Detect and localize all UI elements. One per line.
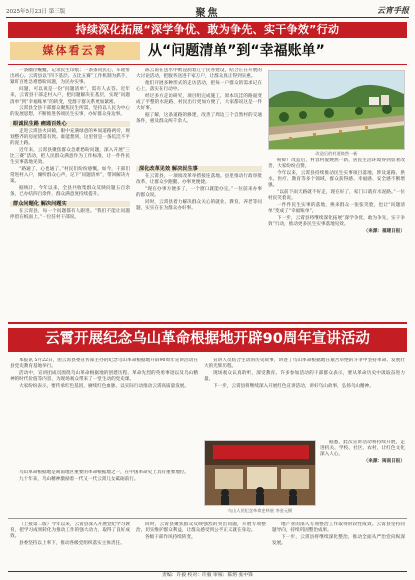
section-title: 聚焦 <box>195 8 220 19</box>
event-article-3 <box>204 358 405 432</box>
masthead <box>6 4 409 18</box>
continued-article-1 <box>10 522 130 570</box>
subheading: 眼诚民生路 痛通百姓心 <box>10 121 130 127</box>
paragraph: 他们开展多种形式的走访活动，把每一户群众的需求记在心上，落实在行动中。 <box>136 80 262 93</box>
paragraph: 县委坚持以上率下，推动各级党组织落实主体责任。 <box>19 541 125 547</box>
subheading: 深化改革见效 解决民生事 <box>136 166 262 172</box>
village-road-photo <box>268 70 405 150</box>
article-column-3 <box>268 158 405 316</box>
paragraph: 在云霄县，一项项改革举措接连落地。县里推动行政审批改革，让群众少跑腿、办事更便捷。 <box>136 174 262 186</box>
subheading: 群众问题化 解决问题实 <box>10 201 130 207</box>
paragraph: 近年来，云霄县聚焦群众急难愁盼问题，深入开展“三比三赛”活动，把人民群众满意作为工作标准，让一件件民生实事落地见效。 <box>10 147 130 166</box>
paragraph: 本报讯 5月22日，由云霄县委宣传部主办的纪念乌山革命根据地开辟90周年宣讲活动在县党史教育基地举行。 <box>10 358 198 370</box>
paper-name: 云宵手报 <box>377 5 409 15</box>
paragraph: 大家纷纷表示，要传承红色基因，赓续红色血脉，以实际行动推动云霄高质量发展。 <box>19 383 189 389</box>
source-byline: （来源：福建日报） <box>363 228 405 234</box>
paragraph: 各级干部作风持续转变。 <box>145 534 196 540</box>
paragraph: 现场观众认真聆听，深受教育。许多参加活动的干部群众表示，要从革命历史中汲取奋进力量。 <box>204 370 405 383</box>
photo-caption: 乌山人民纪念革命史料展 李金元摄 <box>227 508 293 513</box>
paragraph: 经过多方走访研究，项目组完成施工，原本坑洼的路面变成了平整的水泥路，村民出行更加方便了，大家都说这是一件大好事。 <box>136 93 262 112</box>
paragraph: 下一步，云霄县将继续深化整治，推动全面从严治党向纵深发展。 <box>272 534 405 547</box>
paragraph: 同时，云霄县着力解决群众关心的就业、教育、养老等问题，实实在在为群众办好事。 <box>136 200 262 212</box>
paragraph: 问题，可以说是一份“问题清单”，需有人去答。近年来，云霄县干部走村入户，把问题解决在基层，实现“问题清单”到“幸福账单”的转变，党群干群关系更加紧密。 <box>10 87 130 105</box>
event-article-4 <box>320 440 405 512</box>
event-article-1 <box>10 358 198 458</box>
issue-date: 2025年5月23日 第三版 <box>6 9 66 15</box>
paragraph: 活动中，宣讲团成员围绕乌山革命根据地的创建历程、革命先烈的英勇事迹以及乌山精神的时代价值等内容，为现场观众带来了一堂生动的党史课。 <box>10 370 198 383</box>
paragraph: 陈云南在送水中被浸润着辽宁民办建设，结合正在开展的大讨论活动，把服务送进千家万户，让群众真正得到实惠。 <box>136 68 262 80</box>
paragraph: 地产业的深入专项整治工作取得阶段性成效。云霄县坚持问题导向，持续巩固整治成果。 <box>272 522 405 534</box>
editor-credits: 责编：许毅 校对：许毅 审核：陈熔 张中锋 <box>8 571 407 579</box>
event-headline: 云霄开展纪念乌山革命根据地开辟90周年宣讲活动 <box>8 328 407 350</box>
paragraph: 一条幽径蜿蜒，记录民生印痕；一条条问民心，车轮带出初心。云霄县以“四下基层、五比五赛”工作机制为抓手，紧盯百姓急难愁盼问题，为民办实事。 <box>10 68 130 86</box>
paragraph: 今年以来，云霄县持续推动民生实事项目落地，涉及道路、供水、医疗、教育等多个领域，群众获得感、幸福感、安全感不断增强。 <box>268 170 405 189</box>
photo-caption: 改造后的村道焕然一新 <box>315 151 358 156</box>
divider <box>8 64 407 65</box>
article-column-1 <box>10 68 130 316</box>
column-tag: 媒体看云霄 <box>10 42 140 60</box>
divider <box>8 518 407 519</box>
paragraph: 下一步，云霄县将继续深入开展红色宣讲活动，讲好乌山故事，弘扬乌山精神。 <box>213 383 374 389</box>
paragraph: 同时，云霄县聚焦群众反映强烈的突出问题，开展专项整治，切实维护群众利益，让群众感受到公平正义就在身边。 <box>136 522 266 534</box>
continued-article-3 <box>272 522 405 570</box>
paragraph: 云霄县全县干部群众聚焦民生所需，坚持以人民为中心的发展思想，不断推进各项民生实事，办好群众身边事。 <box>10 106 130 118</box>
exhibition-image <box>205 441 316 506</box>
event-banner <box>8 322 407 352</box>
paragraph: 据悉，此次宣讲活动将持续开展，走进机关、学校、社区、农村，让红色文化深入人心。 <box>320 440 405 458</box>
landscape-image <box>269 71 405 150</box>
paragraph: 粉碎厂改造后，村容村貌焕然一新，居民生活环境得到显著改善，大家纷纷点赞。 <box>268 158 405 170</box>
top-banner: 持续深化拓展“深学争优、敢为争先、实干争效”行动 <box>8 22 407 38</box>
paragraph: （上接第二版）今年以来，云霄县深入开展党纪学习教育，把学习成果转化为推动工作的强大动力，取得了良好成效。 <box>10 522 130 540</box>
paragraph: 据了解，这条道路的修建，改善了周边三个自然村的交通条件，惠及群众两千余人。 <box>136 112 262 125</box>
paragraph: “现在办事方便多了，一个窗口就能办完。”一位前来办事的群众说。 <box>136 187 262 199</box>
paragraph: 乌山革命根据地是闽南地区重要的革命根据地之一，在中国革命史上具有重要地位。 <box>19 470 189 475</box>
paragraph: 下一步，云霄县将继续深化拓展“深学争优、敢为争先、实干争效”行动，推动更多民生实事落地见效。 <box>268 215 405 228</box>
paragraph: 宣讲人员结合生动的历史故事，讲述了乌山革命根据地在艰苦卓绝的斗争中坚持革命、发展壮大的光辉历程。 <box>204 358 405 370</box>
paragraph: “路通了，心也通了。”村民们纷纷感慨。如今，干部们常进村入户，倾听群众心声，记下“问题清单”，带回解决方案。 <box>10 167 130 185</box>
event-article-2 <box>10 470 198 514</box>
article-column-2 <box>136 68 262 160</box>
source-byline: （来源：闽南日报） <box>363 459 405 465</box>
paragraph: 据统计，今年以来，全县共收集群众反映问题五百余条，已办结四百余件，群众满意度持续提升。 <box>10 186 130 198</box>
continued-article-2 <box>136 522 266 570</box>
article-column-2-lower <box>136 164 262 316</box>
paragraph: 九十年来，乌山精神激励着一代又一代云霄儿女砥砺前行。 <box>19 476 139 482</box>
exhibition-photo <box>204 440 316 506</box>
main-headline: 从“问题清单”到“幸福账单” <box>148 43 325 59</box>
paragraph: 一件件民生实事的落地，换来群众一张张笑脸，也让“问题清单”变成了“幸福账单”。 <box>268 202 405 215</box>
paragraph: 在云霄县，每一个问题都有人跟进。“我们不能让问题停留在纸面上。”一位驻村干部说。 <box>10 208 130 220</box>
paragraph: “以前下雨天路就不好走，现在好了，家门口就有水泥路。”一位村民笑着说。 <box>268 190 405 202</box>
paragraph: 走进云霄县火田镇，眼中充满绿意的乡间道路两旁，规划整齐的房屋错落有致。谁能想到，这里曾是一条坑洼不平的泥土路。 <box>10 128 130 147</box>
